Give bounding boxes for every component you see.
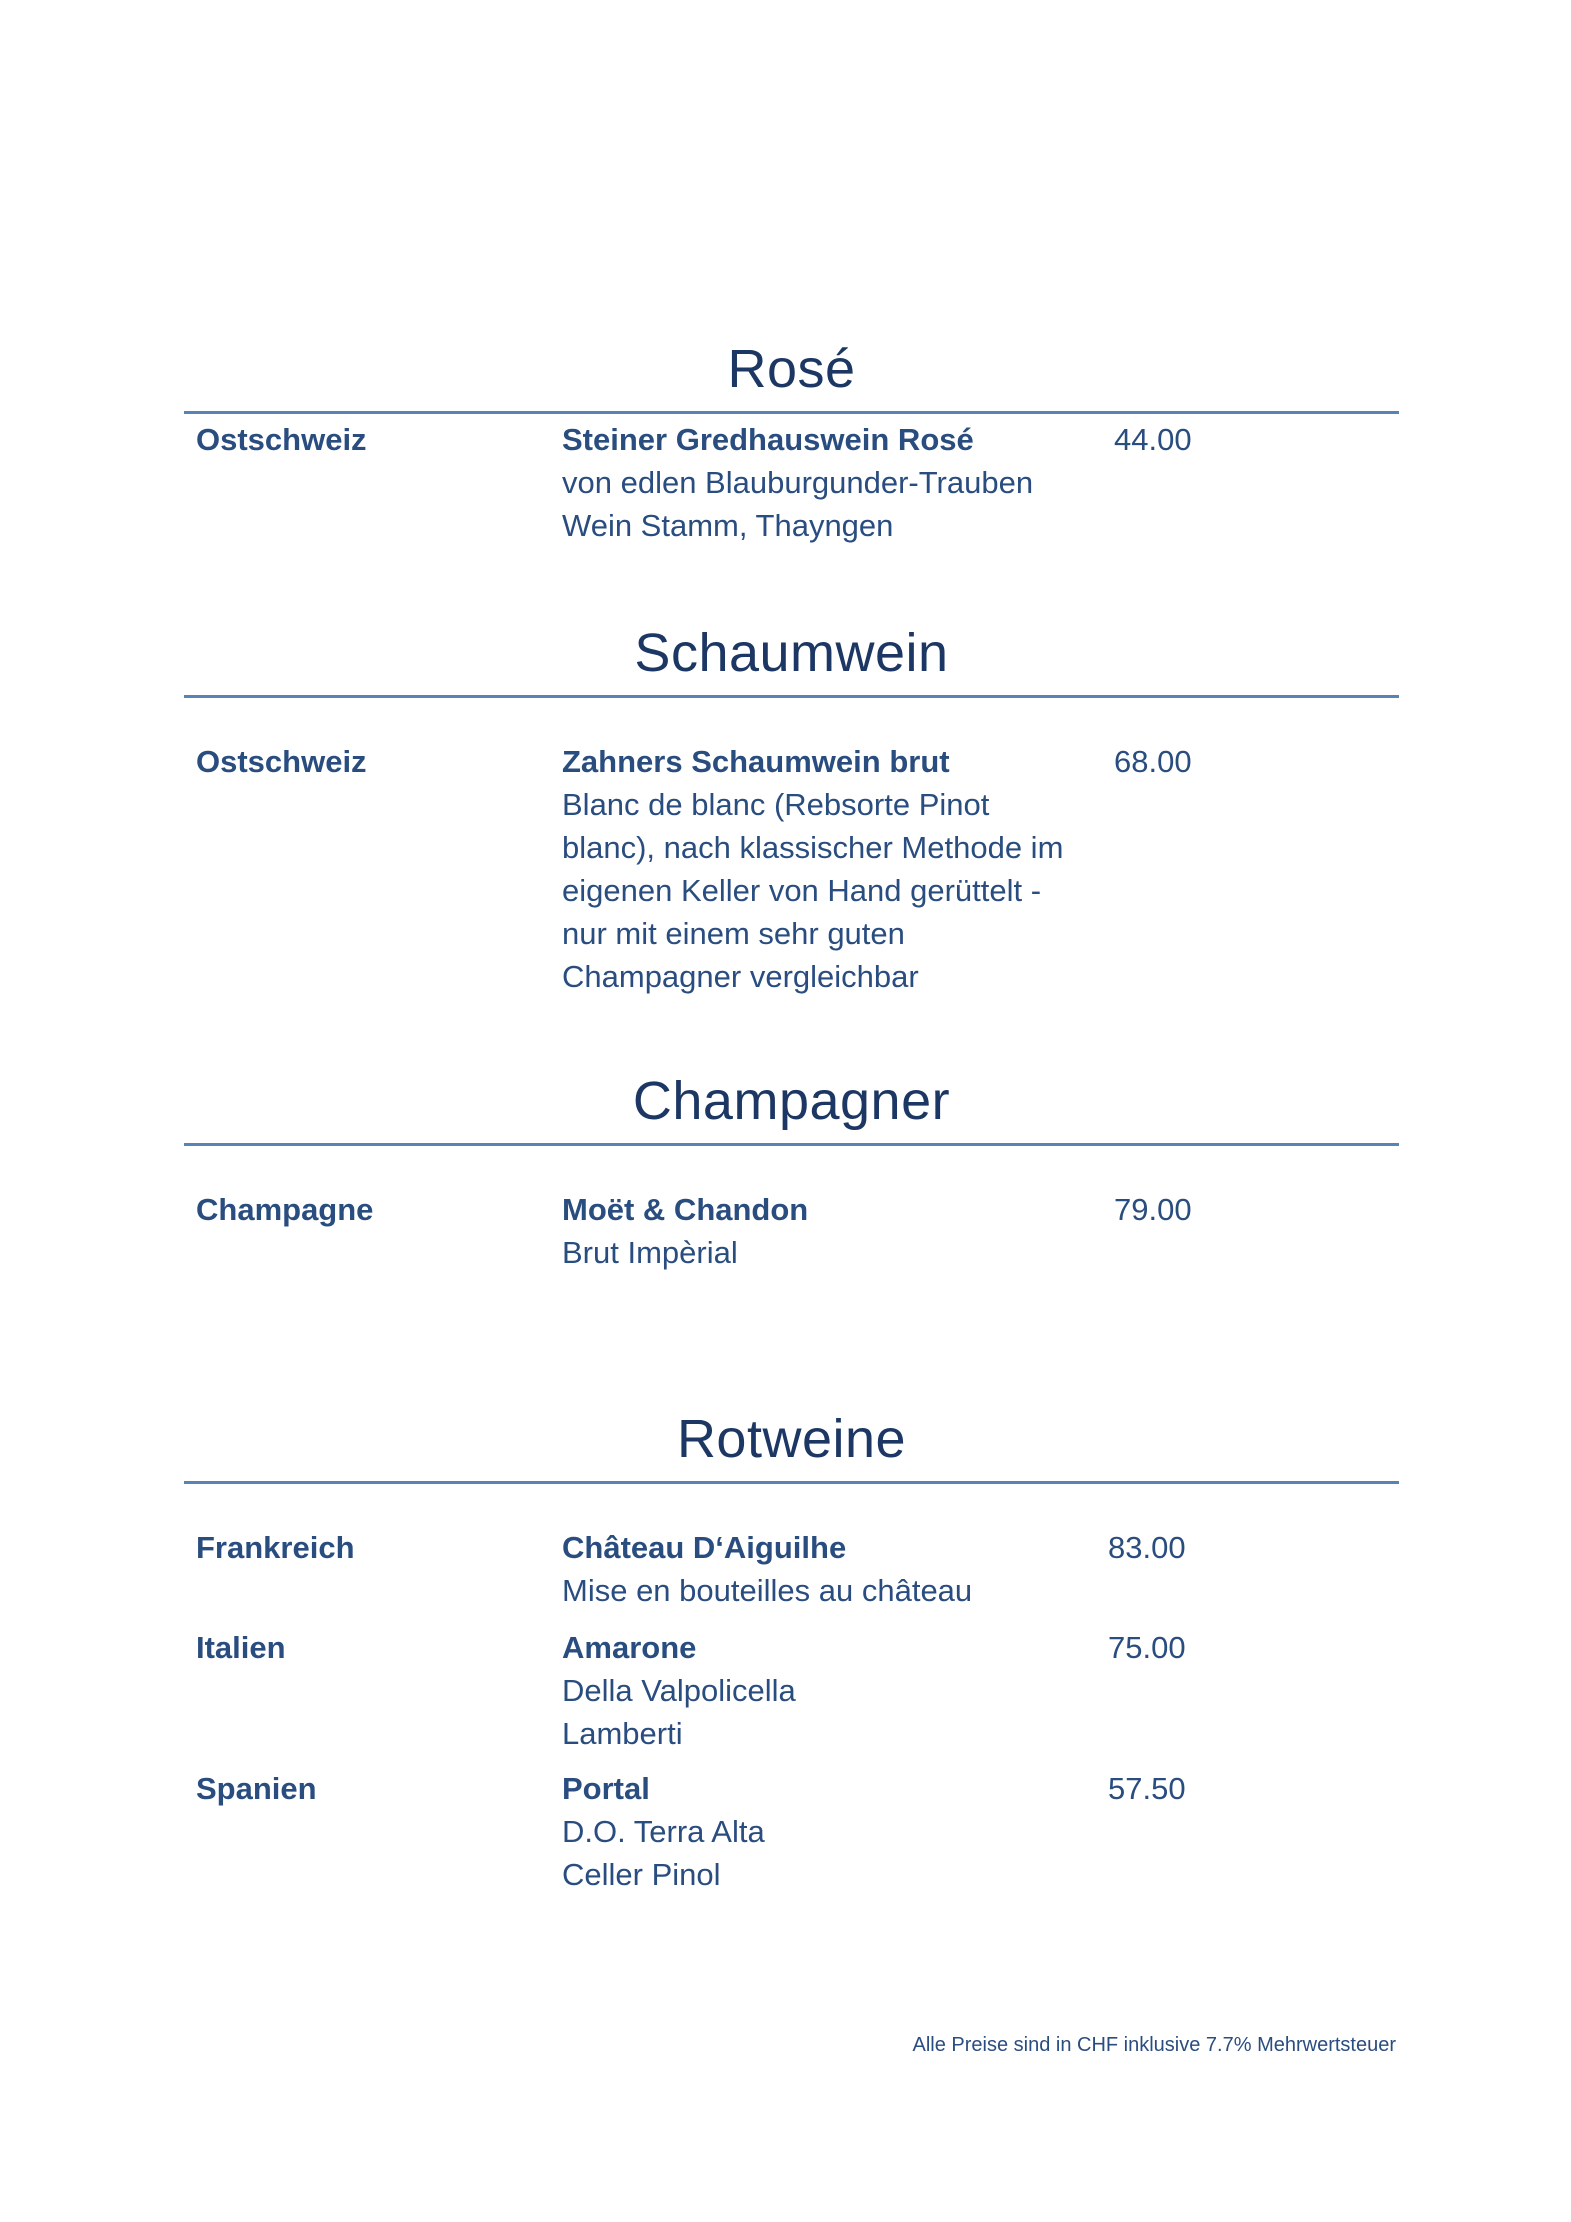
wine-region: Frankreich (196, 1530, 355, 1565)
wine-entry (184, 740, 1399, 1010)
wine-detail-line: Della Valpolicella (562, 1673, 796, 1708)
wine-detail-line: von edlen Blauburgunder-Trauben (562, 465, 1034, 500)
section-divider (184, 1143, 1399, 1146)
wine-region: Ostschweiz (196, 422, 367, 457)
wine-name: Moët & Chandon (562, 1192, 809, 1227)
wine-region: Champagne (196, 1192, 374, 1227)
wine-description (562, 418, 1102, 547)
section-schaumwein (184, 622, 1399, 994)
wine-name: Steiner Gredhauswein Rosé (562, 422, 974, 457)
section-rose (184, 338, 1399, 543)
wine-detail-line: D.O. Terra Alta (562, 1814, 765, 1849)
wine-entry (184, 1626, 1399, 1756)
wine-region: Ostschweiz (196, 744, 367, 779)
wine-detail-line: eigenen Keller von Hand gerüttelt - (562, 873, 1042, 908)
wine-entry (184, 1767, 1399, 1897)
wine-region: Spanien (196, 1771, 317, 1806)
wine-name: Portal (562, 1771, 650, 1806)
wine-region: Italien (196, 1630, 286, 1665)
wine-entry (184, 1188, 1399, 1278)
section-title: Rotweine (676, 1409, 907, 1469)
wine-description (562, 1767, 1102, 1896)
wine-name: Amarone (562, 1630, 697, 1665)
wine-detail-line: Celler Pinol (562, 1857, 721, 1892)
section-title: Champagner (632, 1071, 951, 1131)
wine-detail-line: Blanc de blanc (Rebsorte Pinot (562, 787, 990, 822)
wine-price: 79.00 (1114, 1192, 1192, 1227)
section-title: Rosé (727, 339, 856, 399)
wine-description (562, 1526, 1102, 1612)
wine-description (562, 1188, 1102, 1274)
wine-detail-line: Wein Stamm, Thayngen (562, 508, 894, 543)
wine-price: 68.00 (1114, 744, 1192, 779)
section-title: Schaumwein (634, 623, 949, 683)
wine-detail-line: Mise en bouteilles au château (562, 1573, 973, 1608)
wine-entry (184, 418, 1399, 558)
wine-price: 83.00 (1108, 1530, 1186, 1565)
wine-detail-line: Lamberti (562, 1716, 683, 1751)
wine-detail-line: Brut Impèrial (562, 1235, 738, 1270)
wine-price: 44.00 (1114, 422, 1192, 457)
section-divider (184, 411, 1399, 414)
section-champagner (184, 1070, 1399, 1270)
wine-detail-line: Champagner vergleichbar (562, 959, 919, 994)
wine-price: 75.00 (1108, 1630, 1186, 1665)
wine-name: Zahners Schaumwein brut (562, 744, 950, 779)
wine-detail-line: blanc), nach klassischer Methode im (562, 830, 1064, 865)
price-note: Alle Preise sind in CHF inklusive 7.7% Mehrwertsteuer (912, 2034, 1396, 2056)
section-divider (184, 695, 1399, 698)
wine-description (562, 740, 1102, 998)
wine-description (562, 1626, 1102, 1755)
section-rotweine (184, 1408, 1399, 1892)
wine-name: Château D‘Aiguilhe (562, 1530, 847, 1565)
wine-entry (184, 1526, 1399, 1616)
wine-detail-line: nur mit einem sehr guten (562, 916, 905, 951)
section-divider (184, 1481, 1399, 1484)
wine-price: 57.50 (1108, 1771, 1186, 1806)
